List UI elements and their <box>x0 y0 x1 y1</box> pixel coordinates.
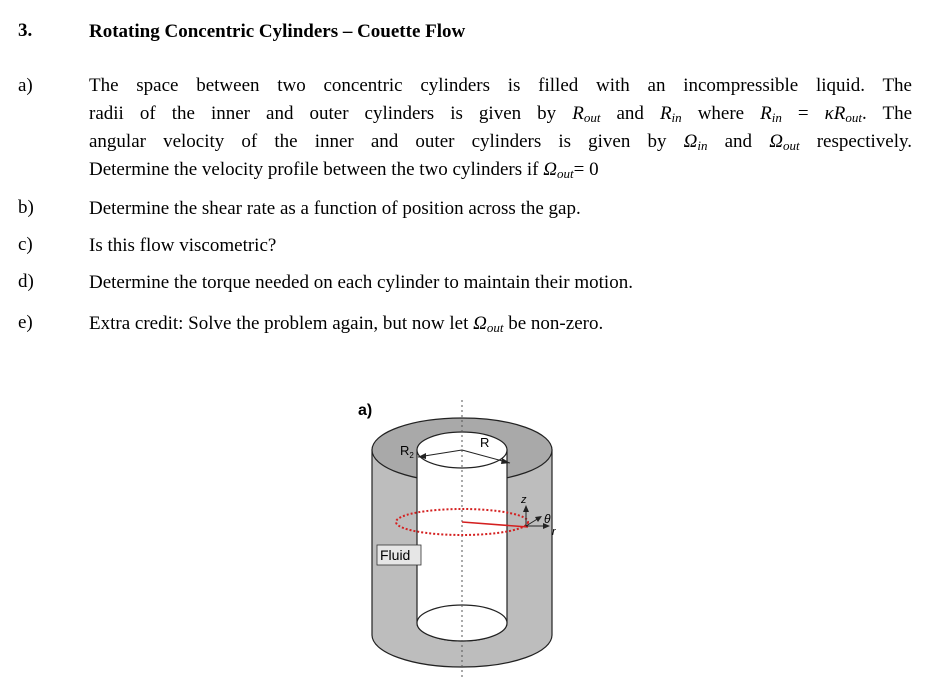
part-e-text-pre: Extra credit: Solve the problem again, but now let <box>89 313 469 334</box>
part-a-label: a) <box>18 75 33 96</box>
r-label: r <box>552 526 556 538</box>
part-a-line4 <box>89 156 599 184</box>
part-e-label: e) <box>18 312 33 333</box>
part-a-and: and <box>616 103 644 124</box>
omega-out-symbol-2: $\Omega_{out}$ <box>543 159 574 181</box>
r-in-symbol: $R_{in}$ <box>659 103 682 125</box>
part-d-label: d) <box>18 271 34 292</box>
figure-label: a) <box>358 402 373 419</box>
part-a-line4-text: Determine the velocity profile between the two cylinders if <box>89 159 539 180</box>
part-a-line2 <box>89 100 912 128</box>
part-a-line2-end: . The <box>862 103 913 124</box>
part-b-label: b) <box>18 197 34 218</box>
theta-label: θ <box>544 512 551 526</box>
part-d-text: Determine the torque needed on each cylinder to maintain their motion. <box>89 272 633 293</box>
omega-out-symbol-3: $\Omega_{out}$ <box>473 313 504 335</box>
part-c-text: Is this flow viscometric? <box>89 235 277 256</box>
r-in-symbol-2: $R_{in}$ <box>760 103 782 125</box>
part-a-line2-text: radii of the inner and outer cylinders is given by <box>89 103 557 124</box>
r-out-symbol: $R_{out}$ <box>572 103 601 125</box>
part-a-respectively: respectively. <box>816 131 912 152</box>
part-a-line3 <box>89 128 912 156</box>
kappa-r-out: $\kappa R_{out}$ <box>824 103 863 125</box>
outer-radius-label: R <box>480 435 490 450</box>
part-a-and-2: and <box>724 131 753 152</box>
part-a-where: where <box>697 103 745 124</box>
omega-out-symbol: $\Omega_{out}$ <box>769 131 800 153</box>
equals-zero: = 0 <box>573 159 599 180</box>
z-label: z <box>521 494 527 506</box>
part-e-text <box>89 310 603 338</box>
part-a-line1: The space between two concentric cylinders is filled with an incompressible liquid. The <box>89 75 912 96</box>
couette-cylinder-figure <box>340 395 580 685</box>
part-c-label: c) <box>18 234 33 255</box>
part-e-text-post: be non-zero. <box>508 313 604 334</box>
problem-title: Rotating Concentric Cylinders – Couette Flow <box>89 21 466 42</box>
part-a-line3-text: angular velocity of the inner and outer cylinders is given by <box>89 131 667 152</box>
equals-sign: = <box>797 103 809 124</box>
omega-in-symbol: $\Omega_{in}$ <box>683 131 708 153</box>
problem-number: 3. <box>18 20 33 41</box>
inner-radius-label: $R_2$ <box>400 443 414 460</box>
part-b-text: Determine the shear rate as a function of position across the gap. <box>89 198 581 219</box>
fluid-label: Fluid <box>380 547 411 563</box>
